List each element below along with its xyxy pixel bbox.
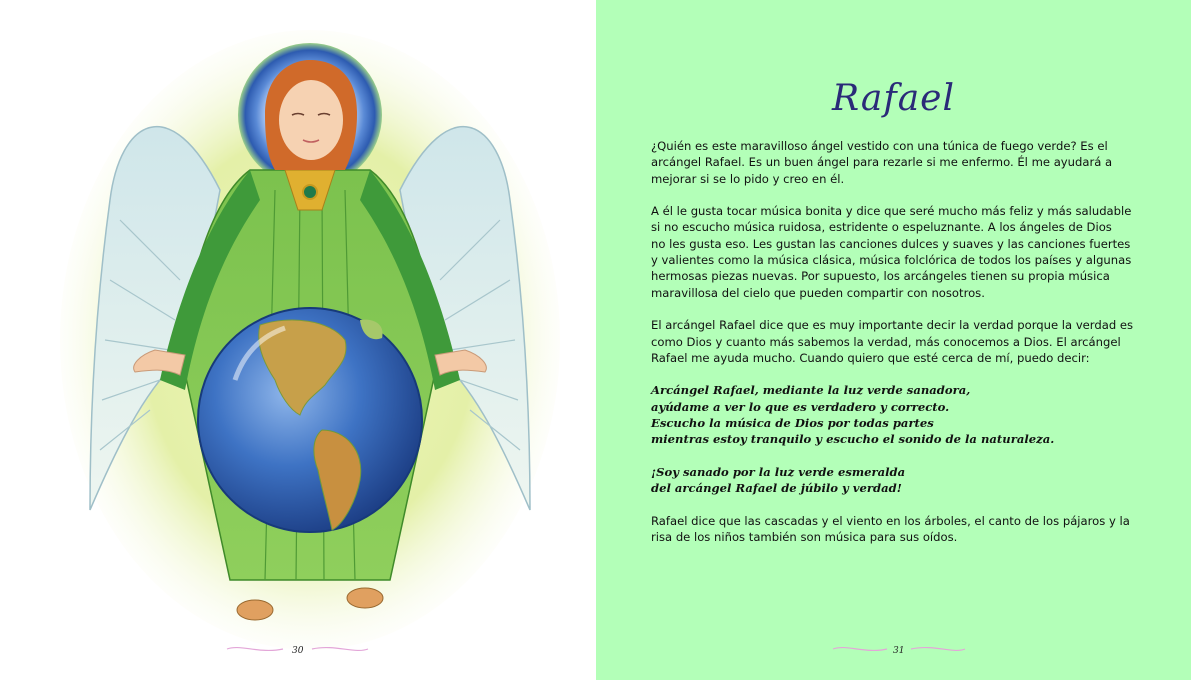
prayer-line: Arcángel Rafael, mediante la luz verde sanadora, — [651, 383, 971, 398]
affirmation — [651, 464, 1151, 497]
right-page — [596, 0, 1191, 680]
closing-paragraph — [651, 513, 1151, 546]
affirmation-line: ¡Soy sanado por la luz verde esmeralda — [651, 464, 906, 479]
right-ornament-right — [909, 642, 967, 656]
right-ornament-left — [831, 642, 889, 656]
text-line: y valientes como la música clásica, música folclórica de todos los países y algunas — [651, 253, 1132, 268]
text-line: arcángel Rafael. Es un buen ángel para rezarle si me enfermo. Él me ayudará a — [651, 155, 1113, 170]
paragraph-2 — [651, 203, 1151, 301]
text-line: El arcángel Rafael dice que es muy importante decir la verdad porque la verdad es — [651, 318, 1134, 333]
text-line: A él le gusta tocar música bonita y dice que seré mucho más feliz y más saludable — [651, 204, 1132, 219]
page-number-left: 30 — [292, 646, 304, 656]
text-line: ¿Quién es este maravilloso ángel vestido con una túnica de fuego verde? Es el — [651, 139, 1108, 153]
left-foot — [237, 600, 273, 620]
brooch — [303, 185, 317, 199]
text-line: hermosas piezas nuevas. Por supuesto, los arcángeles tienen su propia música — [651, 269, 1110, 284]
prayer — [651, 382, 1151, 447]
archangel-rafael-illustration — [60, 20, 560, 650]
paragraph-1 — [651, 138, 1151, 187]
text-line: risa de los niños también son música para sus oídos. — [651, 530, 958, 545]
text-line: maravillosa del cielo que pueden compartir con nosotros. — [651, 285, 985, 300]
body-text — [651, 138, 1151, 562]
paragraph-3 — [651, 317, 1151, 366]
left-ornament-left — [225, 642, 285, 656]
page-title: Rafael — [832, 78, 955, 119]
page-number-right: 31 — [893, 646, 905, 656]
text-line: Rafael dice que las cascadas y el viento en los árboles, el canto de los pájaros y la — [651, 513, 1130, 528]
text-line: como Dios y cuanto más sabemos la verdad, más conocemos a Dios. El arcángel — [651, 334, 1121, 349]
text-line: no les gusta eso. Les gustan las canciones dulces y suaves y las canciones fuertes — [651, 236, 1131, 251]
text-line: si no escucho música ruidosa, estridente o espeluznante. A los ángeles de Dios — [651, 220, 1112, 235]
text-line: mejorar si se lo pido y creo en él. — [651, 171, 845, 186]
prayer-line: mientras estoy tranquilo y escucho el sonido de la naturaleza. — [651, 432, 1055, 447]
prayer-line: ayúdame a ver lo que es verdadero y correcto. — [651, 399, 950, 414]
left-ornament-right — [310, 642, 370, 656]
right-foot — [347, 588, 383, 608]
text-line: Rafael me ayuda mucho. Cuando quiero que esté cerca de mí, puedo decir: — [651, 350, 1090, 365]
face — [279, 80, 343, 160]
affirmation-line: del arcángel Rafael de júbilo y verdad! — [651, 481, 902, 496]
prayer-line: Escucho la música de Dios por todas partes — [651, 416, 934, 431]
